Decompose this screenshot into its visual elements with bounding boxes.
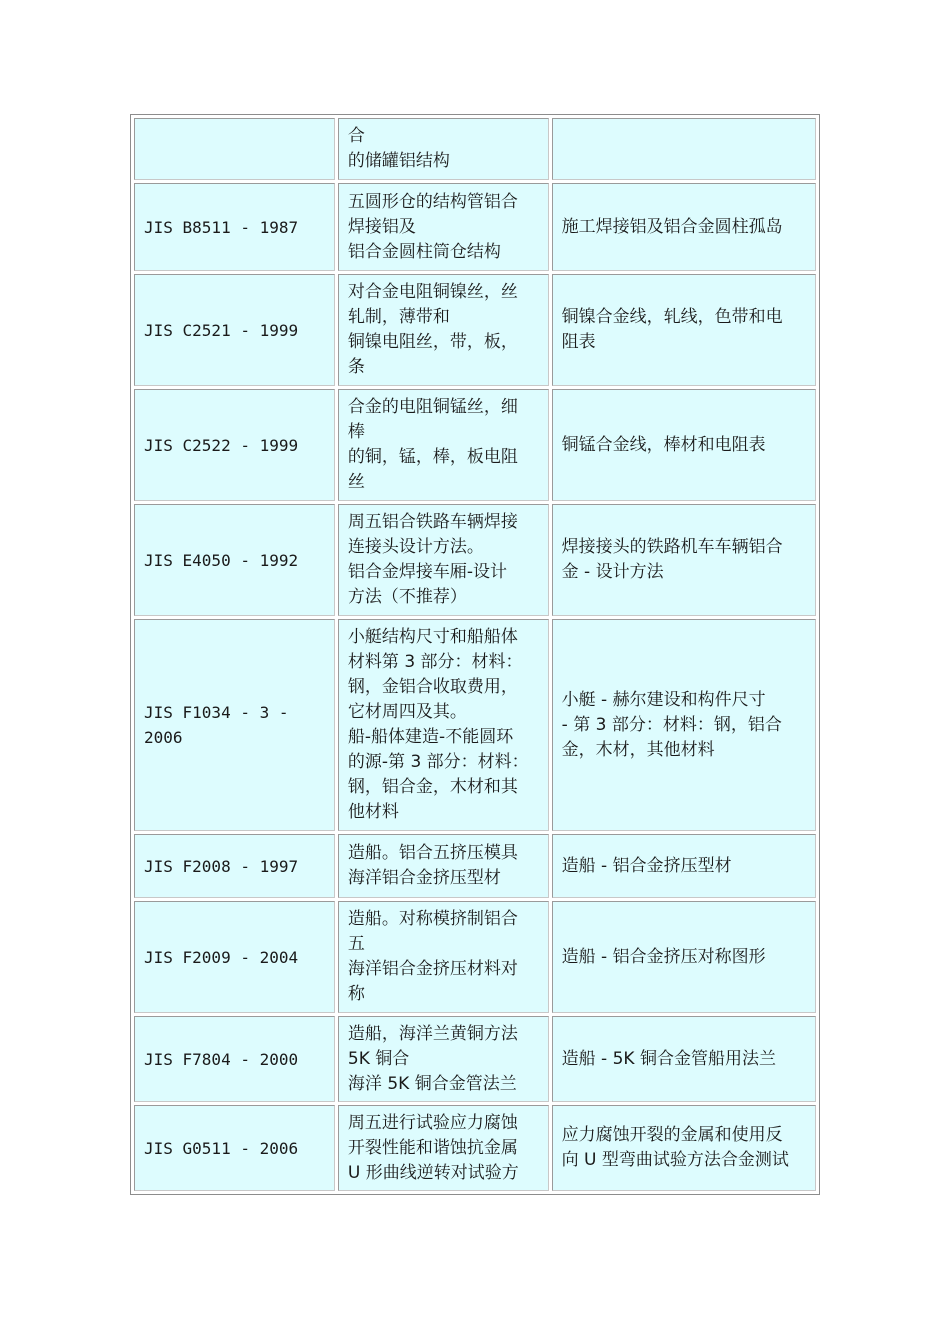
title-line: 铜镍合金线，轧线，色带和电 [561, 307, 783, 327]
standard-title-cell [552, 1016, 816, 1102]
description-line: 丝 [347, 472, 365, 492]
description-line: 称 [347, 984, 365, 1004]
title-line: 向 U 型弯曲试验方法合金测试 [561, 1150, 789, 1170]
table-row [134, 504, 816, 616]
description-line: 铝合金圆柱筒仓结构 [347, 241, 501, 262]
description-line: 5K 铜合 [347, 1048, 410, 1069]
standard-code-cell: JIS C2522 - 1999 [134, 389, 335, 501]
standard-description-cell [338, 834, 549, 898]
description-line: 的源-第 3 部分：材料： [347, 752, 529, 772]
standard-description-cell [338, 389, 549, 501]
description-line: 轧制，薄带和 [347, 307, 450, 327]
title-line: - 第 3 部分：材料：钢，铝合 [561, 714, 782, 735]
description-line: 它材周四及其。 [347, 702, 467, 722]
standard-code-cell: JIS E4050 - 1992 [134, 504, 335, 616]
description-line: 连接头设计方法。 [347, 537, 484, 557]
description-line: 条 [347, 357, 365, 377]
description-line: 的储罐铝结构 [347, 151, 450, 171]
table-row [134, 389, 816, 501]
standard-title-cell [552, 183, 816, 271]
description-line: 海洋铝合金挤压材料对 [347, 959, 518, 979]
table-row [134, 901, 816, 1013]
table-row [134, 183, 816, 271]
title-line: 造船 - 5K 铜合金管船用法兰 [561, 1048, 776, 1069]
description-line: U 形曲线逆转对试验方 [347, 1162, 519, 1183]
standard-description-cell [338, 1016, 549, 1102]
description-line: 五 [347, 934, 365, 954]
description-line: 对合金电阻铜镍丝，丝 [347, 282, 518, 302]
description-line: 的铜，锰，棒，板电阻 [347, 447, 518, 467]
table-row [134, 118, 816, 180]
standard-title-cell [552, 389, 816, 501]
standard-title-cell [552, 118, 816, 180]
title-line: 金 - 设计方法 [561, 562, 664, 582]
table-row [134, 834, 816, 898]
standard-title-cell [552, 504, 816, 616]
standard-code-cell: JIS F2009 - 2004 [134, 901, 335, 1013]
standard-code-cell: JIS F2008 - 1997 [134, 834, 335, 898]
standard-code-cell [134, 118, 335, 180]
description-line: 小艇结构尺寸和船船体 [347, 627, 518, 647]
description-line: 海洋铝合金挤压型材 [347, 868, 501, 888]
title-line: 造船 - 铝合金挤压对称图形 [561, 946, 766, 967]
description-line: 方法（不推荐） [347, 587, 467, 607]
standard-title-cell [552, 274, 816, 386]
description-line: 海洋 5K 铜合金管法兰 [347, 1073, 517, 1094]
standard-code-cell: JIS F7804 - 2000 [134, 1016, 335, 1102]
description-line: 造船。铝合五挤压模具 [347, 843, 518, 863]
standards-table-body [134, 118, 816, 1191]
description-line: 铜镍电阻丝，带，板， [347, 332, 518, 352]
standard-code-cell: JIS C2521 - 1999 [134, 274, 335, 386]
description-line: 铝合金焊接车厢-设计 [347, 562, 508, 582]
standard-description-cell [338, 274, 549, 386]
standard-description-cell [338, 1105, 549, 1191]
description-line: 他材料 [347, 802, 399, 822]
description-line: 造船。对称模挤制铝合 [347, 909, 518, 929]
table-row [134, 274, 816, 386]
description-line: 合 [347, 126, 365, 146]
description-line: 材料第 3 部分：材料： [347, 652, 523, 672]
standards-table [130, 114, 820, 1195]
standard-description-cell [338, 183, 549, 271]
description-line: 焊接铝及 [347, 216, 416, 237]
description-line: 造船，海洋兰黄铜方法 [347, 1023, 518, 1044]
standard-code-cell: JIS B8511 - 1987 [134, 183, 335, 271]
table-row [134, 1016, 816, 1102]
standard-description-cell [338, 118, 549, 180]
title-line: 焊接接头的铁路机车车辆铝合 [561, 537, 783, 557]
description-line: 钢，铝合金，木材和其 [347, 777, 518, 797]
description-line: 棒 [347, 422, 365, 442]
standard-description-cell [338, 619, 549, 831]
table-row [134, 619, 816, 831]
title-line: 铜锰合金线，棒材和电阻表 [561, 434, 766, 455]
description-line: 钢，金铝合收取费用， [347, 677, 518, 697]
description-line: 船-船体建造-不能圆环 [347, 727, 514, 747]
title-line: 造船 - 铝合金挤压型材 [561, 855, 732, 876]
standard-description-cell [338, 901, 549, 1013]
title-line: 阻表 [561, 332, 596, 352]
title-line: 金，木材，其他材料 [561, 739, 715, 760]
description-line: 合金的电阻铜锰丝，细 [347, 397, 518, 417]
description-line: 周五铝合铁路车辆焊接 [347, 512, 518, 532]
description-line: 五圆形仓的结构管铝合 [347, 191, 518, 212]
title-line: 小艇 - 赫尔建设和构件尺寸 [561, 689, 766, 710]
description-line: 开裂性能和谐蚀抗金属 [347, 1137, 518, 1158]
standard-code-cell: JIS G0511 - 2006 [134, 1105, 335, 1191]
table-row [134, 1105, 816, 1191]
title-line: 施工焊接铝及铝合金圆柱孤岛 [561, 216, 783, 237]
standard-title-cell [552, 834, 816, 898]
standard-description-cell [338, 504, 549, 616]
standard-title-cell [552, 1105, 816, 1191]
standard-code-cell: JIS F1034 - 3 - 2006 [134, 619, 335, 831]
description-line: 周五进行试验应力腐蚀 [347, 1112, 518, 1133]
standard-title-cell [552, 901, 816, 1013]
standard-title-cell [552, 619, 816, 831]
title-line: 应力腐蚀开裂的金属和使用反 [561, 1125, 783, 1145]
